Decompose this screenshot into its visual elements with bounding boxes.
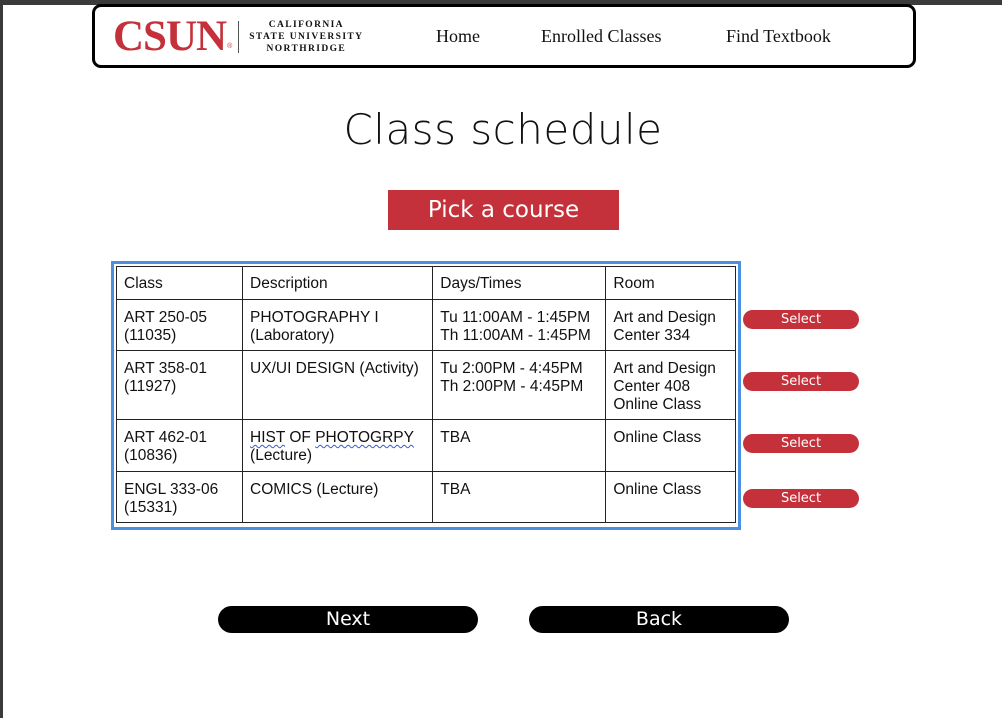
room-line: Art and Design [613, 309, 716, 326]
description-cell [243, 472, 433, 523]
select-button-art-462[interactable]: Select [743, 434, 859, 453]
class-code: ART 358-01 [124, 360, 208, 377]
class-code: ENGL 333-06 [124, 481, 219, 498]
logo-registered-mark: ® [227, 43, 233, 50]
meeting-time: TBA [440, 481, 471, 498]
room-line: Online Class [613, 429, 702, 446]
logo-university-name [249, 19, 363, 55]
table-row [117, 420, 736, 472]
class-code: ART 250-05 [124, 309, 208, 326]
column-header-class: Class [117, 267, 243, 300]
class-cell [117, 300, 243, 351]
class-schedule-table [116, 266, 736, 523]
logo-line-northridge: NORTHRIDGE [266, 44, 347, 54]
column-header-description: Description [243, 267, 433, 300]
description-line: (Laboratory) [250, 327, 335, 344]
days-times-cell [433, 300, 606, 351]
table-row [117, 472, 736, 523]
logo-divider [238, 21, 239, 53]
class-number: (10836) [124, 447, 178, 464]
spellcheck-word: HIST [250, 429, 286, 446]
room-line: Center 408 [613, 378, 691, 395]
class-cell [117, 351, 243, 420]
page-title: Class schedule [343, 105, 663, 154]
meeting-time: TBA [440, 429, 471, 446]
description-line: UX/UI DESIGN (Activity) [250, 360, 419, 377]
description-cell [243, 300, 433, 351]
description-line [250, 429, 425, 447]
room-line: Center 334 [613, 327, 691, 344]
pick-course-button[interactable]: Pick a course [388, 190, 619, 230]
description-line: PHOTOGRAPHY I [250, 309, 379, 326]
table-header-row [117, 267, 736, 300]
logo-line-california: CALIFORNIA [268, 20, 344, 30]
room-line: Art and Design [613, 360, 716, 377]
description-cell [243, 420, 433, 472]
meeting-time: Tu 11:00AM - 1:45PM [440, 309, 591, 326]
description-word: OF [285, 429, 316, 446]
next-button[interactable]: Next [218, 606, 478, 633]
table-row [117, 300, 736, 351]
class-number: (11927) [124, 378, 177, 395]
select-button-art-250[interactable]: Select [743, 310, 859, 329]
back-button[interactable]: Back [529, 606, 789, 633]
select-button-art-358[interactable]: Select [743, 372, 859, 391]
top-navbar [92, 4, 916, 68]
description-line: COMICS (Lecture) [250, 481, 379, 498]
description-line: (Lecture) [250, 447, 313, 464]
class-number: (11035) [124, 327, 177, 344]
room-line: Online Class [613, 396, 702, 413]
nav-find-textbook-link[interactable]: Find Textbook [726, 26, 831, 46]
room-cell [606, 300, 736, 351]
csun-logo[interactable] [113, 15, 363, 59]
room-cell [606, 420, 736, 472]
logo-line-state-university: STATE UNIVERSITY [249, 32, 364, 42]
room-cell [606, 472, 736, 523]
logo-wordmark: CSUN [113, 13, 227, 60]
nav-home-link[interactable]: Home [436, 26, 480, 46]
room-line: Online Class [613, 481, 702, 498]
class-cell [117, 420, 243, 472]
nav-enrolled-classes-link[interactable]: Enrolled Classes [541, 26, 662, 46]
meeting-time: Th 2:00PM - 4:45PM [440, 378, 584, 395]
room-cell [606, 351, 736, 420]
class-number: (15331) [124, 499, 178, 516]
meeting-time: Th 11:00AM - 1:45PM [440, 327, 591, 344]
column-header-room: Room [606, 267, 736, 300]
description-cell [243, 351, 433, 420]
spellcheck-word: PHOTOGRPY [315, 429, 414, 446]
days-times-cell [433, 420, 606, 472]
class-schedule-table-container [111, 261, 741, 530]
days-times-cell [433, 351, 606, 420]
table-row [117, 351, 736, 420]
class-cell [117, 472, 243, 523]
meeting-time: Tu 2:00PM - 4:45PM [440, 360, 583, 377]
select-button-engl-333[interactable]: Select [743, 489, 859, 508]
class-code: ART 462-01 [124, 429, 208, 446]
column-header-days-times: Days/Times [433, 267, 606, 300]
days-times-cell [433, 472, 606, 523]
